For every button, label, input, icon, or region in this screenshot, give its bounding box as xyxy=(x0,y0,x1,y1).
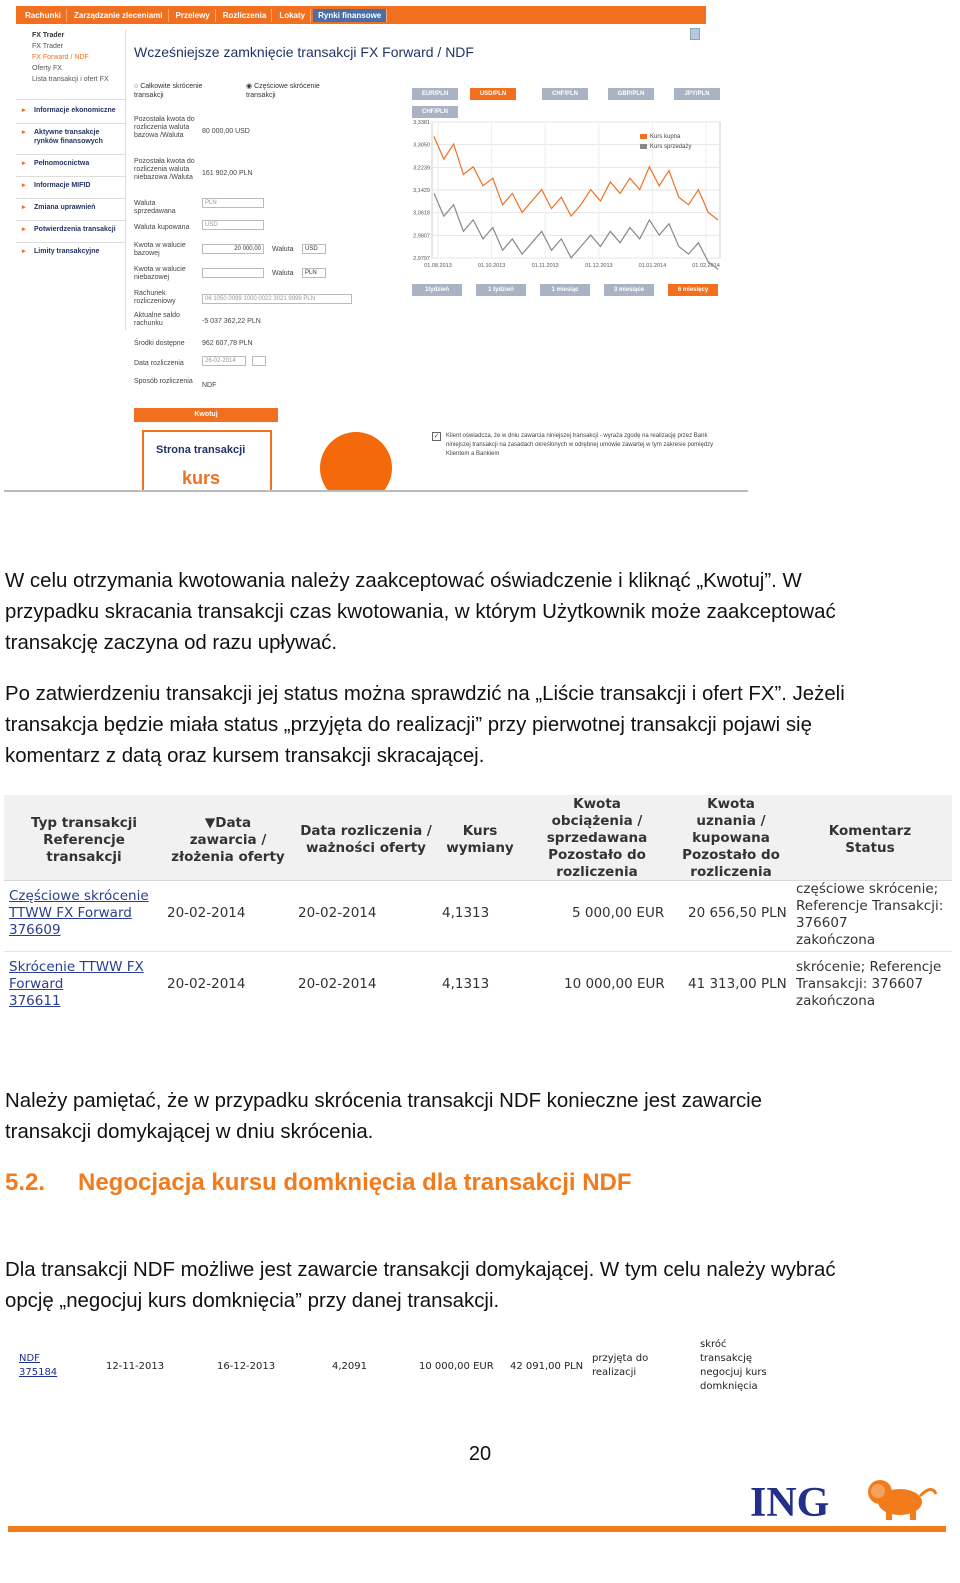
row2-comment xyxy=(796,959,941,1010)
header-line: transakcji xyxy=(46,849,122,865)
sidebar-section-confirmations[interactable]: ▸ Potwierdzenia transakcji xyxy=(16,220,125,242)
header-line: rozliczenia xyxy=(556,864,638,880)
row2-deal-date: 20-02-2014 xyxy=(167,976,246,992)
comment-line: częściowe skrócenie; xyxy=(796,881,939,897)
text-line: przypadku skracania transakcji czas kwotowania, w którym Użytkownik może zaakceptować xyxy=(5,601,836,623)
row2-rate: 4,1313 xyxy=(442,976,490,992)
paragraph-quote-instructions xyxy=(5,566,836,659)
y-tick-label: 3,0618 xyxy=(413,210,430,217)
sidebar-section-permissions[interactable]: ▸ Zmiana uprawnień xyxy=(16,198,125,220)
row1-settlement-date: 20-02-2014 xyxy=(298,905,377,921)
header-line: ważności oferty xyxy=(306,840,426,856)
x-tick-label: 01.01.2014 xyxy=(638,263,667,269)
status-line: realizacji xyxy=(592,1367,637,1378)
comment-line: skrócenie; Referencje xyxy=(796,959,942,975)
nav-tab-deposits[interactable]: Lokaty xyxy=(274,9,311,22)
range-button-4[interactable]: 3 miesiące xyxy=(604,284,654,296)
legend-sell xyxy=(640,142,691,152)
row1-credit: 20 656,50 PLN xyxy=(688,905,787,921)
link-line: skróć xyxy=(700,1339,727,1350)
header-line: wymiany xyxy=(446,840,514,856)
x-tick-label: 01.12.2013 xyxy=(585,263,613,269)
sidebar-item-fx-offers[interactable]: Oferty FX xyxy=(32,65,62,72)
balance-value: -5 037 362,22 PLN xyxy=(202,318,261,325)
link-line: Częściowe skrócenie xyxy=(9,888,149,904)
remaining-base-value: 80 000,00 USD xyxy=(202,128,250,135)
pair-button-4[interactable]: GBP/PLN xyxy=(608,88,654,100)
comment-line: 376607 xyxy=(796,915,848,931)
amount-quote-label: Kwota w walucie niebazowej xyxy=(134,266,186,281)
text-line: transakcję zaczyna od razu upływać. xyxy=(5,632,338,654)
nav-tab-transfers[interactable]: Przelewy xyxy=(171,9,216,22)
date-label: Data rozliczenia xyxy=(134,360,184,367)
x-tick-label: 01.08.2013 xyxy=(424,263,452,269)
paragraph-ndf-negotiation xyxy=(5,1255,836,1317)
date-input[interactable]: 26-02-2014 xyxy=(202,356,246,366)
header-type[interactable] xyxy=(24,815,144,866)
header-line: Kwota xyxy=(573,796,621,812)
page-number: 20 xyxy=(468,1443,492,1465)
comment-line: Referencje Transakcji: xyxy=(796,898,944,914)
ndf-status xyxy=(592,1352,648,1380)
sidebar-section-economic-info[interactable]: ▸ Informacje ekonomiczne xyxy=(16,99,125,123)
link-line: transakcję xyxy=(700,1353,753,1364)
sidebar-item-fx-list[interactable]: Lista transakcji i ofert FX xyxy=(32,76,109,83)
paragraph-status-info xyxy=(5,679,845,772)
row2-settlement-date: 20-02-2014 xyxy=(298,976,377,992)
row1-deal-date: 20-02-2014 xyxy=(167,905,246,921)
header-line: złożenia oferty xyxy=(171,849,285,865)
text-line: transakcja będzie miała status „przyjęta do realizacji” przy pierwotnej transakcji pojawi się xyxy=(5,714,812,736)
sidebar-section-mifid[interactable]: ▸ Informacje MIFID xyxy=(16,176,125,198)
y-tick-label: 3,3381 xyxy=(413,120,430,126)
fx-forward-screenshot xyxy=(4,6,748,492)
comment-line: zakończona xyxy=(796,932,876,948)
header-rate[interactable] xyxy=(440,823,520,857)
remaining-base-label: Pozostała kwota do rozliczenia waluta bazowa /Waluta xyxy=(134,116,195,139)
sidebar-section-limits[interactable]: ▸ Limity transakcyjne xyxy=(16,242,125,260)
available-value: 962 607,78 PLN xyxy=(202,340,253,347)
header-line: ▼Data xyxy=(204,815,252,831)
sidebar-section-active-transactions[interactable]: ▸ Aktywne transakcje rynków finansowych xyxy=(16,123,125,154)
ndf-deal-date: 12-11-2013 xyxy=(106,1361,165,1372)
header-debit[interactable] xyxy=(542,796,652,881)
row1-rate: 4,1313 xyxy=(442,905,490,921)
nav-tab-orders[interactable]: Zarządzanie zleceniami xyxy=(69,9,168,22)
comment-line: Transakcji: 376607 xyxy=(796,976,924,992)
ing-logo xyxy=(750,1476,940,1522)
header-comment[interactable] xyxy=(816,823,924,857)
help-icon[interactable] xyxy=(690,28,700,40)
pair-button-1[interactable]: EUR/PLN xyxy=(412,88,458,100)
link-line: Skrócenie TTWW FX xyxy=(9,959,144,975)
sidebar-item-fx-forward-ndf[interactable]: FX Forward / NDF xyxy=(32,54,89,61)
header-line: Pozostało do xyxy=(548,847,646,863)
sidebar xyxy=(16,30,126,330)
link-line: 376611 xyxy=(9,993,61,1009)
header-line: obciążenia / xyxy=(551,813,643,829)
range-button-5[interactable]: 6 miesięcy xyxy=(668,284,718,296)
header-line: Typ transakcji xyxy=(31,815,137,831)
consent-text: Klient oświadcza, że w dniu zawarcia niniejszej transakcji - wyraża zgodę na realizację przez Bank niniejszej transakcji na zasadach określonych w odrębnej umowie zawartej w tym zakresie pomiędzy Klientem a Bankiem xyxy=(446,433,714,457)
balance-label: Aktualne saldo rachunku xyxy=(134,312,180,327)
nav-tab-accounts[interactable]: Rachunki xyxy=(20,9,67,22)
row1-type-link[interactable] xyxy=(9,888,159,939)
lion-icon xyxy=(868,1480,936,1520)
close-type-radios xyxy=(134,82,336,100)
header-line: Status xyxy=(845,840,895,856)
method-value: NDF xyxy=(202,382,217,389)
header-line: rozliczenia xyxy=(690,864,772,880)
ndf-actions xyxy=(700,1338,767,1394)
sell-currency-select[interactable]: PLN xyxy=(202,198,264,208)
nav-tab-settlements[interactable]: Rozliczenia xyxy=(218,9,273,22)
y-tick-label: 2,9797 xyxy=(413,256,430,262)
promo-circle xyxy=(320,432,392,492)
promo-line-2: kurs xyxy=(182,468,221,488)
y-tick-label: 2,9807 xyxy=(413,233,430,240)
consent-statement xyxy=(432,432,732,459)
text-line: Należy pamiętać, że w przypadku skrócenia transakcji NDF konieczne jest zawarcie xyxy=(5,1090,763,1112)
amount-base-label: Kwota w walucie bazowej xyxy=(134,242,186,257)
text-line: W celu otrzymania kwotowania należy zaakceptować oświadczenie i kliknąć „Kwotuj”. W xyxy=(5,570,802,592)
account-select[interactable]: 06 1050 0099 1000 0022 3021 9999 PLN xyxy=(202,294,352,304)
text-line: transakcji domykającej w dniu skrócenia. xyxy=(5,1121,374,1143)
header-line: kupowana xyxy=(692,830,770,846)
sidebar-item-fx-trader-sub[interactable]: FX Trader xyxy=(32,43,64,50)
row-divider xyxy=(4,951,952,952)
link-line: TTWW FX Forward xyxy=(9,905,132,921)
comment-line: zakończona xyxy=(796,993,876,1009)
x-tick-label: 01.02.2014 xyxy=(692,263,720,269)
remaining-quote-label: Pozostała kwota do rozliczenia waluta niebazowa /Waluta xyxy=(134,158,195,181)
pair-button-3[interactable]: CHF/PLN xyxy=(542,88,588,100)
promo-line-1: Strona transakcji xyxy=(156,444,246,456)
header-line: Kwota xyxy=(707,796,755,812)
buy-currency-label: Waluta kupowana xyxy=(134,224,190,231)
amount-base-currency: USD xyxy=(302,244,326,254)
ndf-debit: 10 000,00 EUR xyxy=(419,1361,494,1372)
text-line: komentarz z datą oraz kursem transakcji skracającej. xyxy=(5,745,485,767)
paragraph-ndf-note xyxy=(5,1086,762,1148)
text-line: Po zatwierdzeniu transakcji jej status można sprawdzić na „Liście transakcji i ofert FX”. Jeżeli xyxy=(5,683,845,705)
method-label: Sposób rozliczenia xyxy=(134,378,193,385)
legend-sell-label: Kurs sprzedaży xyxy=(650,144,692,150)
calendar-icon[interactable] xyxy=(252,356,266,366)
ing-logo-text: ING xyxy=(750,1480,830,1522)
header-line: sprzedawana xyxy=(546,830,648,846)
header-credit[interactable] xyxy=(676,796,786,881)
link-line: NDF xyxy=(19,1353,40,1364)
header-line: Komentarz xyxy=(828,823,912,839)
sidebar-section-power-of-attorney[interactable]: ▸ Pełnomocnictwa xyxy=(16,154,125,176)
row2-debit: 10 000,00 EUR xyxy=(564,976,665,992)
quote-button[interactable]: Kwotuj xyxy=(134,408,278,422)
negotiate-closing-rate-link[interactable] xyxy=(700,1366,767,1394)
section-number: 5.2. xyxy=(5,1169,46,1196)
y-tick-label: 3,1429 xyxy=(413,188,430,194)
range-button-2[interactable]: 1 tydzień xyxy=(476,284,526,296)
link-line: negocjuj kurs xyxy=(700,1367,767,1378)
shorten-transaction-link[interactable] xyxy=(700,1338,767,1366)
footer-bar xyxy=(8,1526,946,1532)
text-line: Dla transakcji NDF możliwe jest zawarcie transakcji domykającej. W tym celu należy wybrać xyxy=(5,1259,836,1281)
y-tick-label: 3,3050 xyxy=(413,142,430,149)
page-title: Wcześniejsze zamknięcie transakcji FX Forward / NDF xyxy=(134,44,474,60)
range-button-1[interactable]: 1tydzień xyxy=(412,284,462,296)
radio-full-close[interactable]: ○ Całkowite skrócenie transakcji xyxy=(134,83,203,99)
row2-credit: 41 313,00 PLN xyxy=(688,976,787,992)
buy-currency-select[interactable]: USD xyxy=(202,220,264,230)
available-label: Środki dostępne xyxy=(134,340,185,347)
radio-full-close-label: Całkowite skrócenie transakcji xyxy=(134,83,203,99)
link-line: Forward xyxy=(9,976,64,992)
header-line: Referencje xyxy=(43,832,125,848)
ndf-type-link[interactable] xyxy=(19,1352,57,1380)
promo-banner xyxy=(142,430,272,490)
legend-buy xyxy=(640,132,691,142)
section-title: Negocjacja kursu domknięcia dla transakcji NDF xyxy=(78,1169,632,1196)
header-settlement-date[interactable] xyxy=(296,823,436,857)
amount-quote-input[interactable] xyxy=(202,268,264,278)
pair-button-6[interactable]: CHF/PLN xyxy=(412,106,458,118)
amount-base-currency-label: Waluta xyxy=(272,246,294,253)
sidebar-item-fx-trader[interactable]: FX Trader xyxy=(32,32,65,39)
top-navigation xyxy=(16,6,706,24)
header-line: zawarcia / xyxy=(189,832,267,848)
x-tick-label: 01.10.2013 xyxy=(477,263,506,269)
status-line: przyjęta do xyxy=(592,1353,649,1364)
range-button-3[interactable]: 1 miesiąc xyxy=(540,284,590,296)
pair-button-2[interactable]: USD/PLN xyxy=(470,88,516,100)
radio-partial-close[interactable]: ◉ Częściowe skrócenie transakcji xyxy=(246,83,320,99)
header-line: uznania / xyxy=(696,813,766,829)
link-line: 376609 xyxy=(9,922,61,938)
y-tick-label: 3,2239 xyxy=(413,165,430,172)
header-line: Kurs xyxy=(462,823,498,839)
header-deal-date[interactable] xyxy=(164,815,292,866)
transaction-list-screenshot xyxy=(4,795,952,1013)
amount-quote-currency: PLN xyxy=(302,268,326,278)
amount-base-input[interactable]: 20 000,00 xyxy=(202,244,264,254)
legend-buy-label: Kurs kupna xyxy=(650,134,681,140)
remaining-quote-value: 161 902,00 PLN xyxy=(202,170,253,177)
ndf-row-screenshot xyxy=(4,1336,952,1406)
chart-legend xyxy=(640,132,691,152)
consent-checkbox[interactable]: ✓ xyxy=(433,433,440,440)
row1-comment xyxy=(796,881,943,949)
pair-button-5[interactable]: JPY/PLN xyxy=(674,88,720,100)
link-line: domknięcia xyxy=(700,1381,758,1392)
amount-quote-currency-label: Waluta xyxy=(272,270,294,277)
row1-debit: 5 000,00 EUR xyxy=(572,905,665,921)
account-label: Rachunek rozliczeniowy xyxy=(134,290,176,305)
header-line: Data rozliczenia / xyxy=(300,823,432,839)
radio-partial-close-label: Częściowe skrócenie transakcji xyxy=(246,83,320,99)
sell-currency-label: Waluta sprzedawana xyxy=(134,200,176,215)
header-line: Pozostało do xyxy=(682,847,780,863)
ndf-settlement-date: 16-12-2013 xyxy=(217,1361,276,1372)
section-heading xyxy=(5,1169,632,1197)
ndf-rate: 4,2091 xyxy=(332,1361,367,1372)
text-line: opcję „negocjuj kurs domknięcia” przy danej transakcji. xyxy=(5,1290,500,1312)
x-tick-label: 01.11.2013 xyxy=(531,263,559,269)
link-line: 375184 xyxy=(19,1367,58,1378)
ndf-credit: 42 091,00 PLN xyxy=(510,1361,584,1372)
nav-tab-financial-markets[interactable]: Rynki finansowe xyxy=(313,9,387,22)
row2-type-link[interactable] xyxy=(9,959,159,1010)
